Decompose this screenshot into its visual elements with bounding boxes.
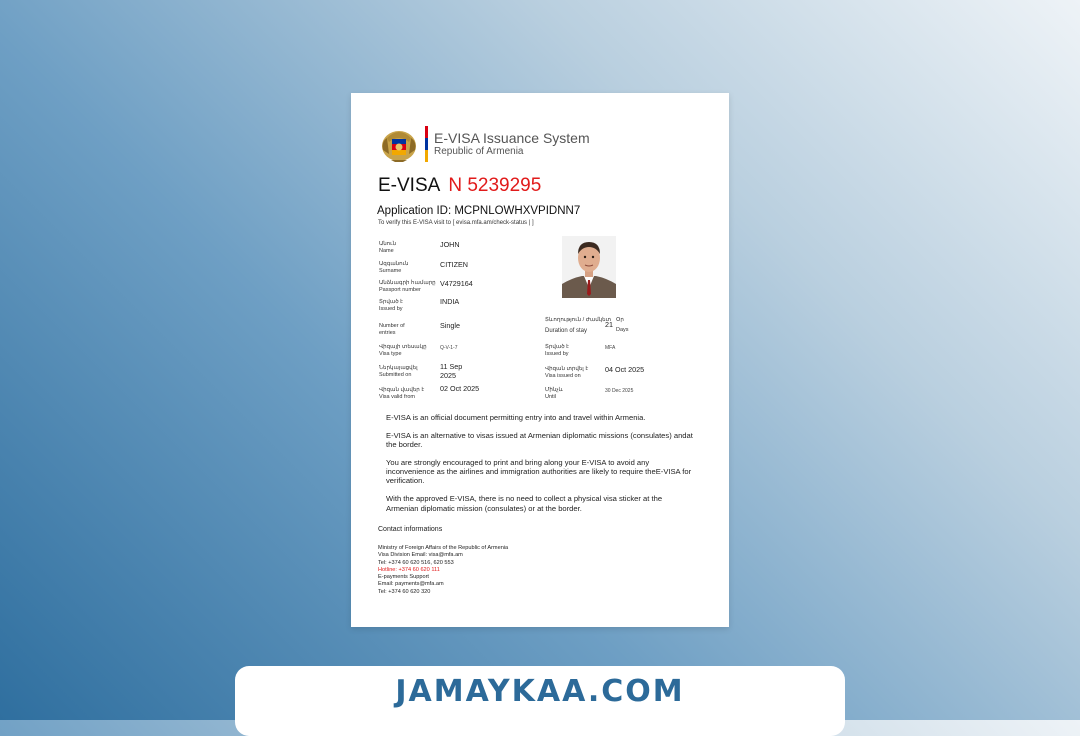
header-logo-row — [379, 124, 590, 164]
name-value: JOHN — [440, 240, 460, 249]
visa-type-value: Q-V-1-7 — [440, 345, 458, 351]
submitted-label: Ներկայացվել Submitted on — [379, 365, 418, 378]
contact-details — [378, 545, 508, 596]
evisa-number: N 5239295 — [448, 175, 542, 196]
submitted-value: 11 Sep 2025 — [440, 362, 463, 380]
site-name: JAMAYKAA.COM — [395, 674, 685, 709]
info-paragraph: You are strongly encouraged to print and bring along your E-VISA to avoid any inconvenience as the airlines and immigration authorities are likely to require theE-VISA for verification. — [386, 457, 692, 486]
until-label: Մինչև Until — [545, 387, 564, 400]
duration-label: Տևողություն / Ժամկետ Duration of stay — [545, 317, 612, 334]
until-value: 30 Dec 2025 — [605, 388, 634, 394]
applicant-photo — [562, 236, 616, 298]
passport-value: V4729164 — [440, 279, 473, 288]
valid-from-label: Վիզան վավեր է Visa valid from — [379, 387, 425, 400]
issued-on-label: Վիզան տրվել է Visa issued on — [545, 366, 589, 379]
verify-instructions: To verify this E-VISA visit to [ evisa.mfa.am/check-status | ] — [378, 220, 534, 226]
evisa-document — [351, 93, 729, 627]
info-paragraph: E-VISA is an alternative to visas issued at Armenian diplomatic missions (consulates) andat the border. — [386, 430, 693, 450]
issued-on-value: 04 Oct 2025 — [605, 365, 645, 374]
contact-line: Email: payments@mfa.am — [378, 581, 444, 588]
issued-by-right-label: Տրված է Issued by — [545, 344, 569, 357]
evisa-heading — [378, 175, 541, 197]
passport-label: Անձնագրի համարը Passport number — [379, 280, 436, 293]
system-subtitle: Republic of Armenia — [434, 145, 524, 157]
name-label: Անուն Name — [379, 241, 397, 254]
surname-value: CITIZEN — [440, 260, 468, 269]
evisa-title: E-VISA — [378, 175, 441, 196]
entries-label: Number of entries — [379, 323, 405, 336]
issued-by-label: Տրված է Issued by — [379, 299, 403, 312]
contact-line: Tel: +374 60 620 320 — [378, 588, 431, 595]
evisa-info-text — [386, 413, 696, 521]
duration-unit: Օր Days — [616, 317, 629, 333]
system-title: E-VISA Issuance System — [434, 129, 590, 146]
contact-line: Tel: +374 60 620 516, 620 553 — [378, 559, 454, 566]
valid-from-value: 02 Oct 2025 — [440, 384, 480, 393]
contact-heading: Contact informations — [378, 526, 443, 533]
contact-line: E-payments Support — [378, 574, 429, 581]
contact-line: Visa Division Email: visa@mfa.am — [378, 552, 463, 559]
application-id: Application ID: MCPNLOWHXVPIDNN7 — [377, 205, 581, 217]
surname-label: Ազգանուն Surname — [379, 261, 409, 274]
issued-by-value: INDIA — [440, 297, 460, 306]
entries-value: Single — [440, 321, 460, 330]
duration-value: 21 — [605, 320, 613, 329]
flag-stripe — [425, 126, 428, 162]
visa-type-label: Վիզայի տեսակը Visa type — [379, 344, 427, 357]
contact-line: Ministry of Foreign Affairs of the Republic of Armenia — [378, 545, 509, 551]
site-banner — [235, 666, 845, 736]
issued-by-right-value: MFA — [605, 345, 616, 351]
armenian-coat-of-arms-icon — [379, 124, 419, 164]
info-paragraph: E-VISA is an official document permitting entry into and travel within Armenia. — [386, 413, 646, 422]
hotline-line: Hotline: +374 60 620 111 — [378, 566, 440, 573]
info-paragraph: With the approved E-VISA, there is no need to collect a physical visa sticker at the Armenian diplomatic mission (consulates) or at the border. — [386, 494, 663, 513]
